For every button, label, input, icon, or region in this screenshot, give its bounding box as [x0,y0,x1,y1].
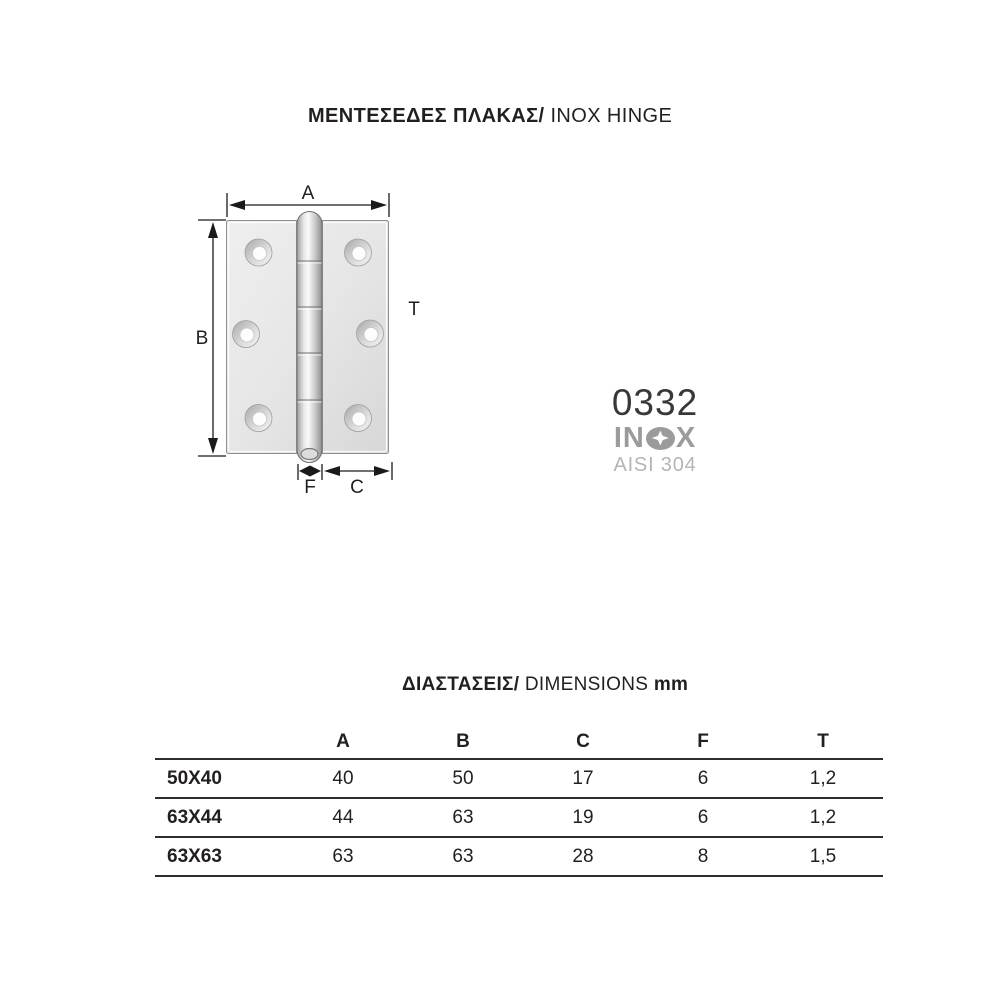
table-cell-b: 63 [452,806,474,828]
table-row-63x63 [155,836,883,875]
dimensions-title-unit: mm [653,674,689,695]
table-cell-f: 6 [697,767,709,789]
row-label: 63X63 [167,845,222,867]
dim-label-c: C [350,477,364,498]
table-row-63x44 [155,797,883,836]
hinge-technical-drawing [180,182,430,504]
table-cell-a: 63 [332,845,354,867]
column-header-f: F [697,730,709,752]
dim-label-f: F [304,477,316,498]
table-cell-t: 1,2 [809,806,837,828]
screw-hole-top-left [245,239,272,266]
table-cell-a: 44 [332,806,354,828]
table-cell-a: 40 [332,767,354,789]
table-cell-t: 1,2 [809,767,837,789]
dim-label-t: T [408,299,420,320]
table-cell-f: 6 [697,806,709,828]
table-cell-c: 17 [572,767,594,789]
product-code: 0332 [611,382,699,423]
hinge-barrel [297,212,322,463]
dim-f-diamond [299,466,321,477]
page-title-greek: ΜΕΝΤΕΣΕΔΕΣ ΠΛΑΚΑΣ/ [308,105,545,127]
dim-c-arrow-right [374,466,390,476]
screw-hole-middle-right [357,320,384,347]
table-row-50x40 [155,758,883,797]
row-label: 50X40 [167,767,222,789]
page-title [308,105,672,128]
material-grade: AISI 304 [613,454,697,476]
dim-a-arrow-left [229,200,245,210]
hinge-pin-end [301,449,318,460]
inox-logo-prefix: IN [613,422,645,454]
inox-logo-o [646,427,675,450]
column-header-t: T [817,730,829,752]
screw-hole-bottom-right [345,405,372,432]
inox-logo [591,422,719,454]
dim-label-b: B [195,328,209,349]
table-cell-t: 1,5 [809,845,837,867]
table-cell-c: 19 [572,806,594,828]
dim-label-a: A [301,183,315,204]
table-cell-b: 50 [452,767,474,789]
inox-logo-suffix: X [675,422,697,454]
column-header-c: C [576,730,590,752]
screw-hole-middle-left [233,321,260,348]
dim-b-arrow-top [208,222,218,238]
inox-star-icon [652,431,669,446]
column-header-a: A [336,730,350,752]
table-cell-b: 63 [452,845,474,867]
screw-hole-top-right [345,239,372,266]
table-cell-f: 8 [697,845,709,867]
table-header-row [155,725,883,758]
table-cell-c: 28 [572,845,594,867]
dimensions-table [155,725,883,877]
dimensions-title-greek: ΔΙΑΣΤΑΣΕΙΣ/ [402,674,520,695]
row-label: 63X44 [167,806,222,828]
dim-c-arrow-left [324,466,340,476]
column-header-b: B [456,730,470,752]
page-title-english: INOX HINGE [544,105,673,127]
dimensions-table-title [402,674,688,696]
dimensions-title-english: DIMENSIONS [519,674,654,695]
dim-a-arrow-right [371,200,387,210]
product-info [591,382,719,477]
screw-hole-bottom-left [245,405,272,432]
dim-b-arrow-bottom [208,438,218,454]
